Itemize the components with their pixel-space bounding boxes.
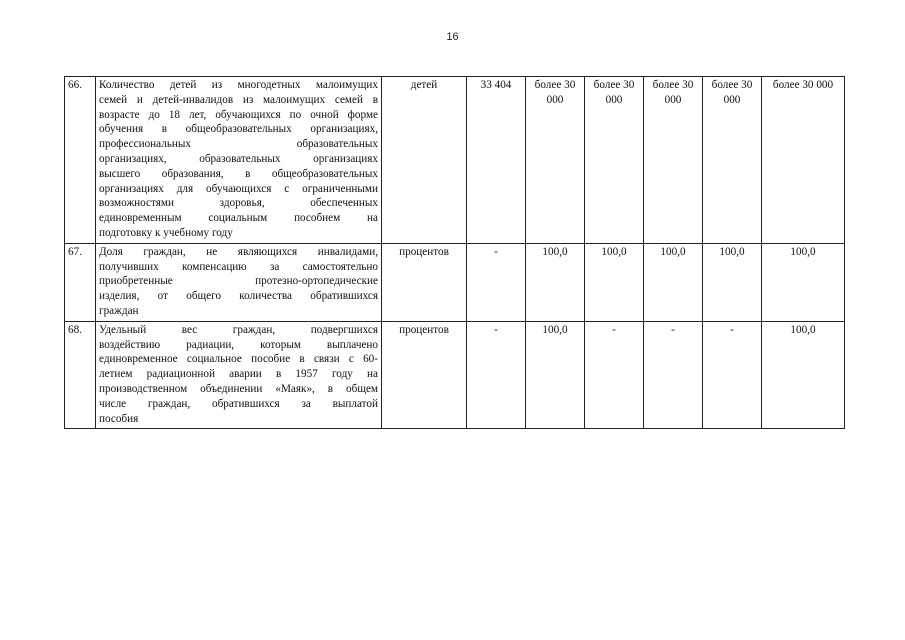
base-value-cell: -	[467, 243, 526, 321]
value-cell: более 30 000	[703, 77, 762, 244]
value-cell: более 30 000	[585, 77, 644, 244]
page-number: 16	[446, 31, 459, 43]
unit-cell: процентов	[382, 243, 467, 321]
value-cell: 100,0	[703, 243, 762, 321]
indicator-description: Удельный вес граждан, подвергшихся воздействию радиации, которым выплачено единовременное социальное пособие в связи с 60- летием радиационной аварии в 1957 году на производственном объединении «Маяк», в общем числе граждан, обратившихся за выплатой пособия	[96, 321, 382, 429]
base-value-cell: 33 404	[467, 77, 526, 244]
unit-cell: процентов	[382, 321, 467, 429]
value-cell: 100,0	[762, 321, 845, 429]
table-row	[65, 243, 845, 321]
row-number: 68.	[65, 321, 96, 429]
table-row	[65, 321, 845, 429]
value-cell: более 30 000	[526, 77, 585, 244]
value-cell: 100,0	[585, 243, 644, 321]
value-cell: 100,0	[644, 243, 703, 321]
value-cell: 100,0	[762, 243, 845, 321]
value-cell: 100,0	[526, 243, 585, 321]
value-cell: более 30 000	[762, 77, 845, 244]
indicator-description: Количество детей из многодетных малоимущих семей и детей-инвалидов из малоимущих семей в возрасте до 18 лет, обучающихся по очной форме обучения в общеобразовательных организациях, профессиональных образовательных организациях, образовательных организациях высшего образования, в общеобразовательных организациях для обучающихся с ограниченными возможностями здоровья, обеспеченных единовременным социальным пособием на подготовку к учебному году	[96, 77, 382, 244]
unit-cell: детей	[382, 77, 467, 244]
value-cell: -	[585, 321, 644, 429]
indicator-description: Доля граждан, не являющихся инвалидами, получивших компенсацию за самостоятельно приобретенные протезно-ортопедические изделия, от общего количества обратившихся граждан	[96, 243, 382, 321]
value-cell: более 30 000	[644, 77, 703, 244]
value-cell: -	[644, 321, 703, 429]
value-cell: 100,0	[526, 321, 585, 429]
table-row	[65, 77, 845, 244]
row-number: 67.	[65, 243, 96, 321]
base-value-cell: -	[467, 321, 526, 429]
value-cell: -	[703, 321, 762, 429]
row-number: 66.	[65, 77, 96, 244]
indicators-table	[64, 76, 845, 429]
